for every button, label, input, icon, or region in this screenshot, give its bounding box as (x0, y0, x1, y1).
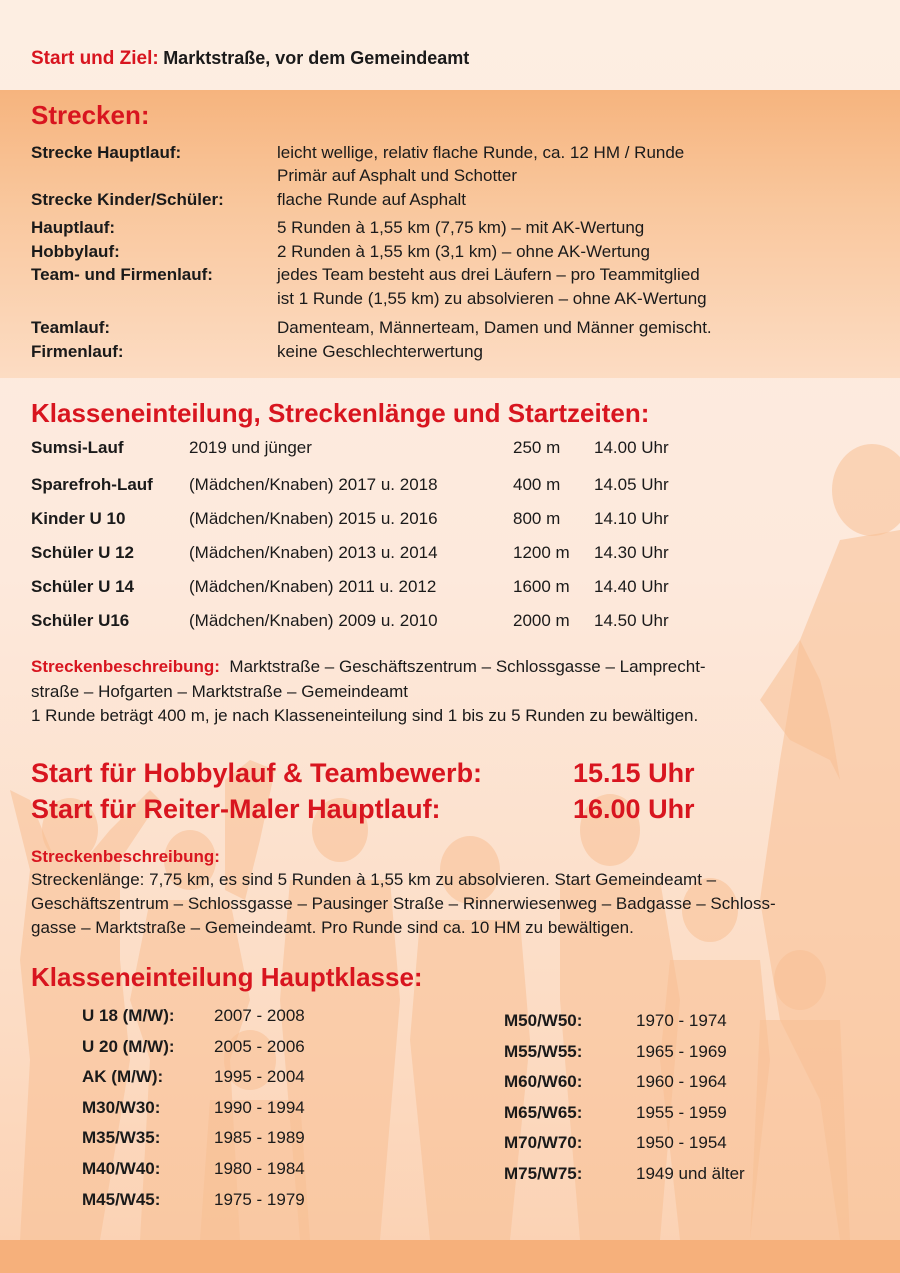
klassen-name: Sparefroh-Lauf (31, 475, 153, 494)
klassen-time: 14.30 Uhr (594, 543, 669, 562)
strecken-value: Damenteam, Männerteam, Damen und Männer gemischt. (277, 318, 712, 337)
hk-left-years: 2005 - 2006 (214, 1036, 305, 1056)
klassen-heading: Klasseneinteilung, Streckenlänge und Startzeiten: (31, 398, 650, 428)
klassen-distance: 800 m (513, 509, 561, 528)
hk-left-years: 1980 - 1984 (214, 1159, 305, 1178)
desc2-line3: gasse – Marktstraße – Gemeindeamt. Pro Runde sind ca. 10 HM zu bewältigen. (31, 918, 634, 937)
strecken-value: 5 Runden à 1,55 km (7,75 km) – mit AK-Wertung (277, 218, 645, 237)
hk-left-class: U 18 (M/W): (82, 1006, 175, 1025)
hk-left-class: AK (M/W): (82, 1067, 164, 1087)
hk-right-years: 1965 - 1969 (636, 1041, 727, 1061)
hk-right-class: M65/W65: (504, 1102, 583, 1122)
hk-left-class: M45/W45: (82, 1189, 161, 1209)
hk-right-years: 1955 - 1959 (636, 1102, 727, 1122)
klassen-distance: 1600 m (513, 577, 570, 596)
klassen-time: 14.40 Uhr (594, 577, 669, 596)
hk-left-class: M40/W40: (82, 1159, 161, 1178)
start-haupt-time: 16.00 Uhr (573, 794, 695, 824)
desc1-text1: Marktstraße – Geschäftszentrum – Schlossgasse – Lamprecht- (229, 657, 706, 676)
strecken-label: Strecke Kinder/Schüler: (31, 190, 224, 209)
klassen-years: (Mädchen/Knaben) 2013 u. 2014 (189, 543, 438, 562)
hk-right-years: 1949 und älter (636, 1164, 745, 1183)
hk-right-class: M55/W55: (504, 1041, 583, 1061)
klassen-time: 14.10 Uhr (594, 509, 669, 528)
strecken-label: Hobbylauf: (31, 242, 120, 261)
klassen-name: Sumsi-Lauf (31, 438, 124, 457)
klassen-years: (Mädchen/Knaben) 2011 u. 2012 (189, 577, 437, 596)
klassen-time: 14.00 Uhr (594, 438, 669, 457)
hk-right-years: 1970 - 1974 (636, 1011, 727, 1030)
desc1-line2: straße – Hofgarten – Marktstraße – Gemeindeamt (31, 682, 408, 701)
klassen-name: Schüler U 14 (31, 577, 134, 596)
strecken-label: Firmenlauf: (31, 342, 124, 361)
strecken-label: Team- und Firmenlauf: (31, 265, 213, 284)
strecken-value: Primär auf Asphalt und Schotter (277, 166, 518, 185)
hk-right-class: M70/W70: (504, 1133, 583, 1153)
desc2-line2: Geschäftszentrum – Schlossgasse – Pausinger Straße – Rinnerwiesenweg – Badgasse – Schloss- (31, 894, 776, 913)
hk-left-years: 2007 - 2008 (214, 1006, 305, 1025)
hk-left-class: U 20 (M/W): (82, 1036, 175, 1056)
desc2-label: Streckenbeschreibung: (31, 847, 220, 866)
hk-right-class: M75/W75: (504, 1164, 583, 1183)
hk-right-class: M50/W50: (504, 1011, 583, 1030)
klassen-years: (Mädchen/Knaben) 2015 u. 2016 (189, 509, 438, 528)
start-hobby-time: 15.15 Uhr (573, 758, 695, 788)
hk-left-years: 1975 - 1979 (214, 1189, 305, 1209)
start-haupt-label: Start für Reiter-Maler Hauptlauf: (31, 794, 441, 824)
klassen-distance: 1200 m (513, 543, 570, 562)
start-hobby-label: Start für Hobbylauf & Teambewerb: (31, 758, 483, 788)
desc1-line3: 1 Runde beträgt 400 m, je nach Klasseneinteilung sind 1 bis zu 5 Runden zu bewältigen. (31, 706, 699, 725)
hk-right-class: M60/W60: (504, 1072, 583, 1092)
hk-left-years: 1995 - 2004 (214, 1067, 305, 1087)
hauptklasse-heading: Klasseneinteilung Hauptklasse: (31, 962, 423, 992)
hk-left-class: M35/W35: (82, 1128, 161, 1148)
klassen-name: Schüler U16 (31, 611, 130, 630)
strecken-value: flache Runde auf Asphalt (277, 190, 467, 209)
strecken-value: ist 1 Runde (1,55 km) zu absolvieren – ohne AK-Wertung (277, 289, 707, 308)
strecken-value: 2 Runden à 1,55 km (3,1 km) – ohne AK-Wertung (277, 242, 650, 261)
strecken-value: jedes Team besteht aus drei Läufern – pro Teammitglied (277, 265, 700, 284)
klassen-name: Kinder U 10 (31, 509, 126, 528)
desc1-label: Streckenbeschreibung: (31, 657, 220, 676)
desc1-line1 (31, 657, 706, 677)
strecken-heading: Strecken: (31, 100, 150, 130)
hk-left-class: M30/W30: (82, 1097, 161, 1117)
strecken-label: Teamlauf: (31, 318, 111, 337)
klassen-distance: 250 m (513, 438, 561, 457)
strecken-value: keine Geschlechterwertung (277, 342, 484, 361)
klassen-time: 14.50 Uhr (594, 611, 669, 630)
klassen-distance: 2000 m (513, 611, 570, 630)
klassen-time: 14.05 Uhr (594, 475, 669, 494)
hk-left-years: 1990 - 1994 (214, 1097, 305, 1117)
klassen-years: 2019 und jünger (189, 438, 312, 457)
desc2-line1: Streckenlänge: 7,75 km, es sind 5 Runden à 1,55 km zu absolvieren. Start Gemeindeamt – (31, 870, 717, 889)
hk-right-years: 1950 - 1954 (636, 1133, 727, 1153)
klassen-distance: 400 m (513, 475, 561, 494)
strecken-label: Hauptlauf: (31, 218, 116, 237)
start-ziel-label: Start und Ziel: (31, 48, 159, 69)
start-ziel-line (31, 48, 469, 70)
strecken-label: Strecke Hauptlauf: (31, 143, 182, 162)
footer-band (0, 1240, 900, 1273)
hk-right-years: 1960 - 1964 (636, 1072, 727, 1092)
hk-left-years: 1985 - 1989 (214, 1128, 305, 1148)
strecken-value: leicht wellige, relativ flache Runde, ca. 12 HM / Runde (277, 143, 685, 162)
klassen-name: Schüler U 12 (31, 543, 134, 562)
klassen-years: (Mädchen/Knaben) 2009 u. 2010 (189, 611, 438, 630)
klassen-years: (Mädchen/Knaben) 2017 u. 2018 (189, 475, 438, 494)
start-ziel-value: Marktstraße, vor dem Gemeindeamt (163, 48, 470, 68)
